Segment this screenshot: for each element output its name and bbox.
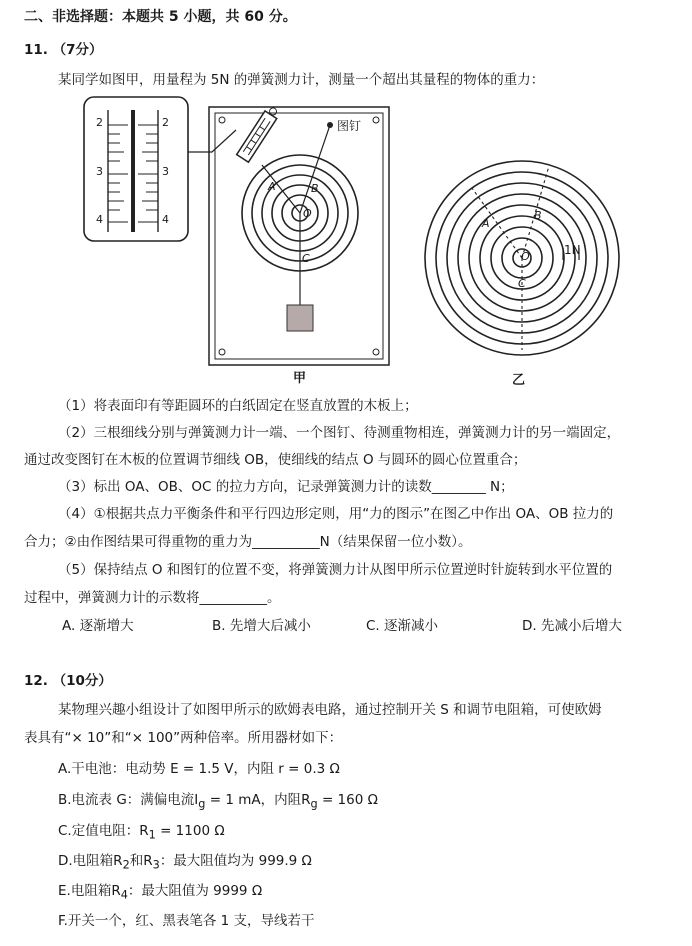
question-11-intro: 某同学如图甲，用量程为 5N 的弹簧测力计，测量一个超出其量程的物体的重力： [58,72,545,88]
scale-tick-left-3: 3 [96,165,103,178]
label-a-jia: A [268,180,276,193]
q11-option-d: D. 先减小后增大 [522,618,622,634]
q11-step-4: （4）①根据共点力平衡条件和平行四边形定则，用“力的图示”在图乙中作出 OA、OB 拉力的 [58,506,614,522]
q11-step-5: （5）保持结点 O 和图钉的位置不变，将弹簧测力计从图甲所示位置逆时针旋转到水平位置的 [58,562,613,578]
q12-item-a: A.干电池：电动势 E = 1.5 V，内阻 r = 0.3 Ω [58,761,340,777]
experiment-figure [0,0,692,400]
scale-tick-right-3: 3 [162,165,169,178]
label-c-yi: C [518,277,526,290]
question-11-header: 11. （7分） [24,42,103,58]
q12-item-e: E.电阻箱$R_4$：最大阻值为 9999 Ω [58,883,263,902]
q12-item-d: D.电阻箱$R_2$和$R_3$：最大阻值均为 999.9 Ω [58,853,312,872]
q11-step-3: （3）标出 OA、OB、OC 的拉力方向，记录弹簧测力计的读数________ N； [58,479,514,495]
label-o-jia: O [303,207,312,220]
label-a-yi: A [482,217,490,230]
scale-tick-right-2: 2 [162,116,169,129]
q11-step-4-cont: 合力；②由作图结果可得重物的重力为__________N（结果保留一位小数）。 [24,534,472,550]
caption-yi: 乙 [512,373,526,388]
weight-block [287,305,313,331]
section-title: 二、非选择题：本题共 5 小题，共 60 分。 [24,9,297,25]
q11-step-5-cont: 过程中，弹簧测力计的示数将__________。 [24,590,281,606]
q11-option-c: C. 逐渐减小 [366,618,439,634]
question-12-header: 12. （10分） [24,673,112,689]
q12-item-b: B.电流表 G：满偏电流$I_g = 1$ mA，内阻$R_g = 160$ Ω [58,792,378,811]
q12-intro-2: 表具有“× 10”和“× 100”两种倍率。所用器材如下： [24,730,343,746]
label-b-yi: B [534,209,542,222]
q12-item-f: F.开关一个，红、黑表笔各 1 支，导线若干 [58,913,315,929]
label-c-jia: C [302,252,310,265]
caption-jia: 甲 [293,371,307,386]
scale-tick-left-2: 2 [96,116,103,129]
q12-item-c: C.定值电阻：$R_1 = 1100$ Ω [58,823,225,842]
label-o-yi: O [521,250,530,263]
scale-tick-left-4: 4 [96,213,103,226]
scale-tick-right-4: 4 [162,213,169,226]
q11-step-2: （2）三根细线分别与弹簧测力计一端、一个图钉、待测重物相连，弹簧测力计的另一端固定， [58,425,621,441]
q11-step-1: （1）将表面印有等距圆环的白纸固定在竖直放置的木板上； [58,398,418,414]
label-1n: 1N [564,243,581,257]
label-tuding: 图钉 [337,119,362,133]
pushpin-icon [327,122,333,128]
q11-option-a: A. 逐渐增大 [62,618,134,634]
q12-intro-1: 某物理兴趣小组设计了如图甲所示的欧姆表电路，通过控制开关 S 和调节电阻箱，可使欧姆 [58,702,602,718]
q11-step-2-cont: 通过改变图钉在木板的位置调节细线 OB，使细线的结点 O 与圆环的圆心位置重合； [24,452,527,468]
q11-option-b: B. 先增大后减小 [212,618,311,634]
label-b-jia: B [311,182,319,195]
board-jia [188,105,389,365]
